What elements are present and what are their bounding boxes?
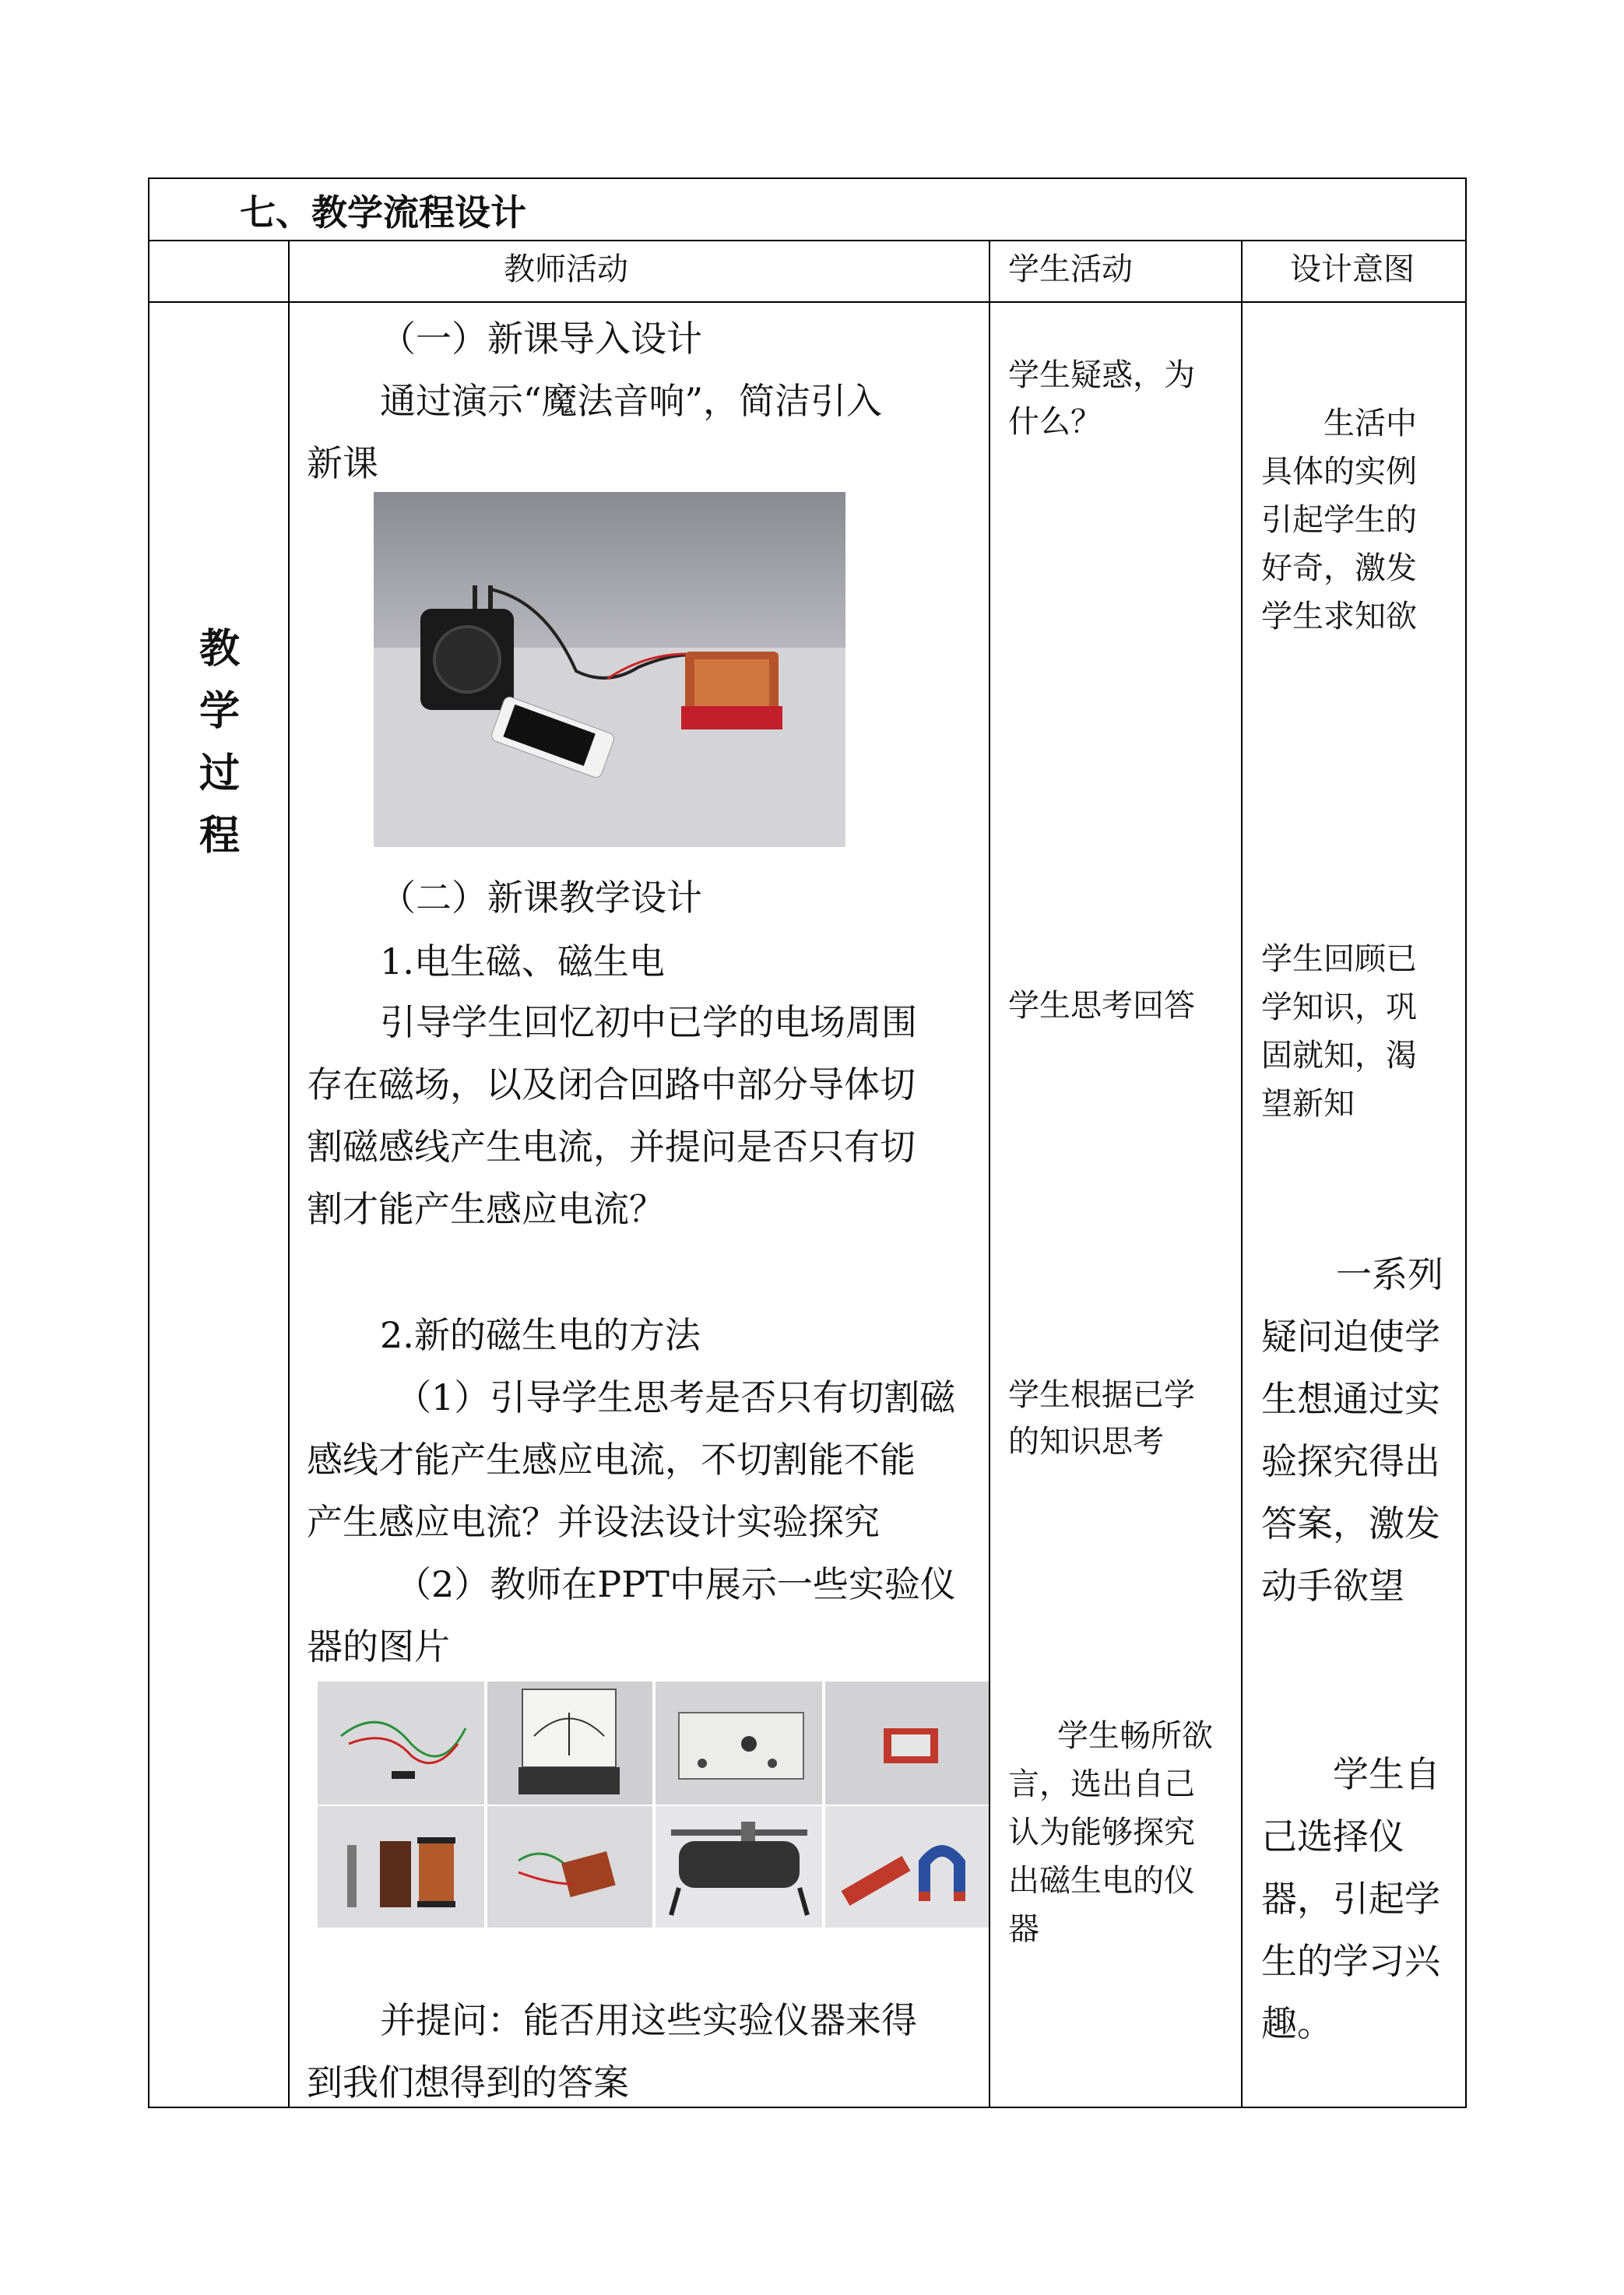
intent-text: 学生求知欲 xyxy=(1261,599,1417,634)
apparatus-photo-wires xyxy=(318,1682,484,1805)
teacher-line: 并提问：能否用这些实验仪器来得 xyxy=(380,1999,917,2041)
student-text: 学生畅所欲 xyxy=(1057,1718,1213,1754)
table-col-divider-3 xyxy=(1241,240,1243,2108)
part1-heading: （一）新课导入设计 xyxy=(380,318,702,360)
intent-text: 学知识，巩 xyxy=(1261,989,1417,1025)
teacher-line: 存在磁场，以及闭合回路中部分导体切 xyxy=(307,1063,916,1105)
apparatus-photo-circuit xyxy=(487,1806,652,1928)
stage-label-char: 教 xyxy=(199,625,241,673)
apparatus-photo-coils xyxy=(318,1806,484,1928)
table-border-top xyxy=(148,177,1467,179)
table-border-header-top xyxy=(148,240,1467,241)
table-col-divider-2 xyxy=(989,240,990,2108)
student-text: 器 xyxy=(1008,1911,1039,1947)
student-text: 学生思考回答 xyxy=(1008,988,1195,1024)
student-text: 认为能够探究 xyxy=(1008,1815,1195,1850)
student-text: 学生疑惑，为 xyxy=(1008,357,1195,393)
intent-text: 望新知 xyxy=(1261,1086,1355,1122)
table-border-left xyxy=(148,177,149,2108)
intent-text: 固就知，渴 xyxy=(1261,1038,1417,1074)
apparatus-photo-power-supply xyxy=(656,1682,822,1805)
magic-speaker-photo xyxy=(374,492,845,847)
intent-text: 验探究得出 xyxy=(1261,1440,1440,1482)
apparatus-photo-galvanometer xyxy=(487,1682,652,1805)
table-border-bottom xyxy=(148,2107,1467,2108)
intent-text: 器，引起学 xyxy=(1261,1878,1440,1920)
teacher-line: 通过演示“魔法音响”，简洁引入 xyxy=(380,380,883,422)
table-border-right xyxy=(1465,177,1467,2108)
intent-text: 疑问迫使学 xyxy=(1261,1316,1440,1358)
teacher-line: （1）引导学生思考是否只有切割磁 xyxy=(395,1376,956,1418)
header-teacher: 教师活动 xyxy=(504,251,628,287)
teacher-line: 新课 xyxy=(307,442,378,484)
intent-text: 趣。 xyxy=(1261,2002,1333,2044)
intent-text: 一系列 xyxy=(1336,1253,1443,1295)
item1-title: 1.电生磁、磁生电 xyxy=(380,940,665,982)
intent-text: 引起学生的 xyxy=(1261,502,1417,538)
header-intent: 设计意图 xyxy=(1290,251,1415,287)
table-col-divider-1 xyxy=(288,240,290,2108)
intent-text: 答案，激发 xyxy=(1261,1502,1440,1545)
teacher-line: 器的图片 xyxy=(307,1625,450,1668)
teacher-line: 割磁感线产生电流，并提问是否只有切 xyxy=(307,1126,916,1168)
intent-text: 学生回顾已 xyxy=(1261,941,1417,977)
student-text: 言，选出自己 xyxy=(1008,1766,1195,1802)
student-text: 学生根据已学 xyxy=(1008,1377,1195,1413)
teacher-line: （2）教师在PPT中展示一些实验仪 xyxy=(395,1563,956,1605)
apparatus-photo-coil-box xyxy=(825,1682,989,1805)
intent-text: 学生自 xyxy=(1333,1753,1440,1795)
teacher-line: 产生感应电流？并设法设计实验探究 xyxy=(307,1501,880,1543)
item2-title: 2.新的磁生电的方法 xyxy=(380,1314,701,1356)
apparatus-photo-magnets xyxy=(825,1806,989,1928)
intent-text: 生活中 xyxy=(1323,406,1417,441)
intent-text: 生的学习兴 xyxy=(1261,1940,1440,1982)
teacher-line: 割才能产生感应电流？ xyxy=(307,1188,665,1230)
intent-text: 好奇，激发 xyxy=(1261,550,1417,586)
intent-text: 具体的实例 xyxy=(1261,454,1417,490)
intent-text: 动手欲望 xyxy=(1261,1565,1404,1607)
teacher-line: 引导学生回忆初中已学的电场周围 xyxy=(380,1001,917,1043)
teacher-line: 感线才能产生感应电流，不切割能不能 xyxy=(307,1439,916,1481)
intent-text: 己选择仪 xyxy=(1261,1815,1404,1857)
stage-label-char: 学 xyxy=(199,687,241,735)
student-text: 的知识思考 xyxy=(1008,1424,1164,1460)
apparatus-photo-rheostat xyxy=(656,1806,822,1928)
header-student: 学生活动 xyxy=(1008,251,1133,287)
intent-text: 生想通过实 xyxy=(1261,1378,1440,1420)
part2-heading: （二）新课教学设计 xyxy=(380,877,702,919)
teacher-line: 到我们想得到的答案 xyxy=(307,2061,629,2103)
student-text: 什么？ xyxy=(1008,404,1102,440)
table-border-header-bottom xyxy=(148,301,1467,303)
stage-label-char: 程 xyxy=(199,812,241,859)
student-text: 出磁生电的仪 xyxy=(1008,1863,1195,1899)
stage-label-char: 过 xyxy=(199,750,241,797)
section-title: 七、教学流程设计 xyxy=(240,192,526,234)
